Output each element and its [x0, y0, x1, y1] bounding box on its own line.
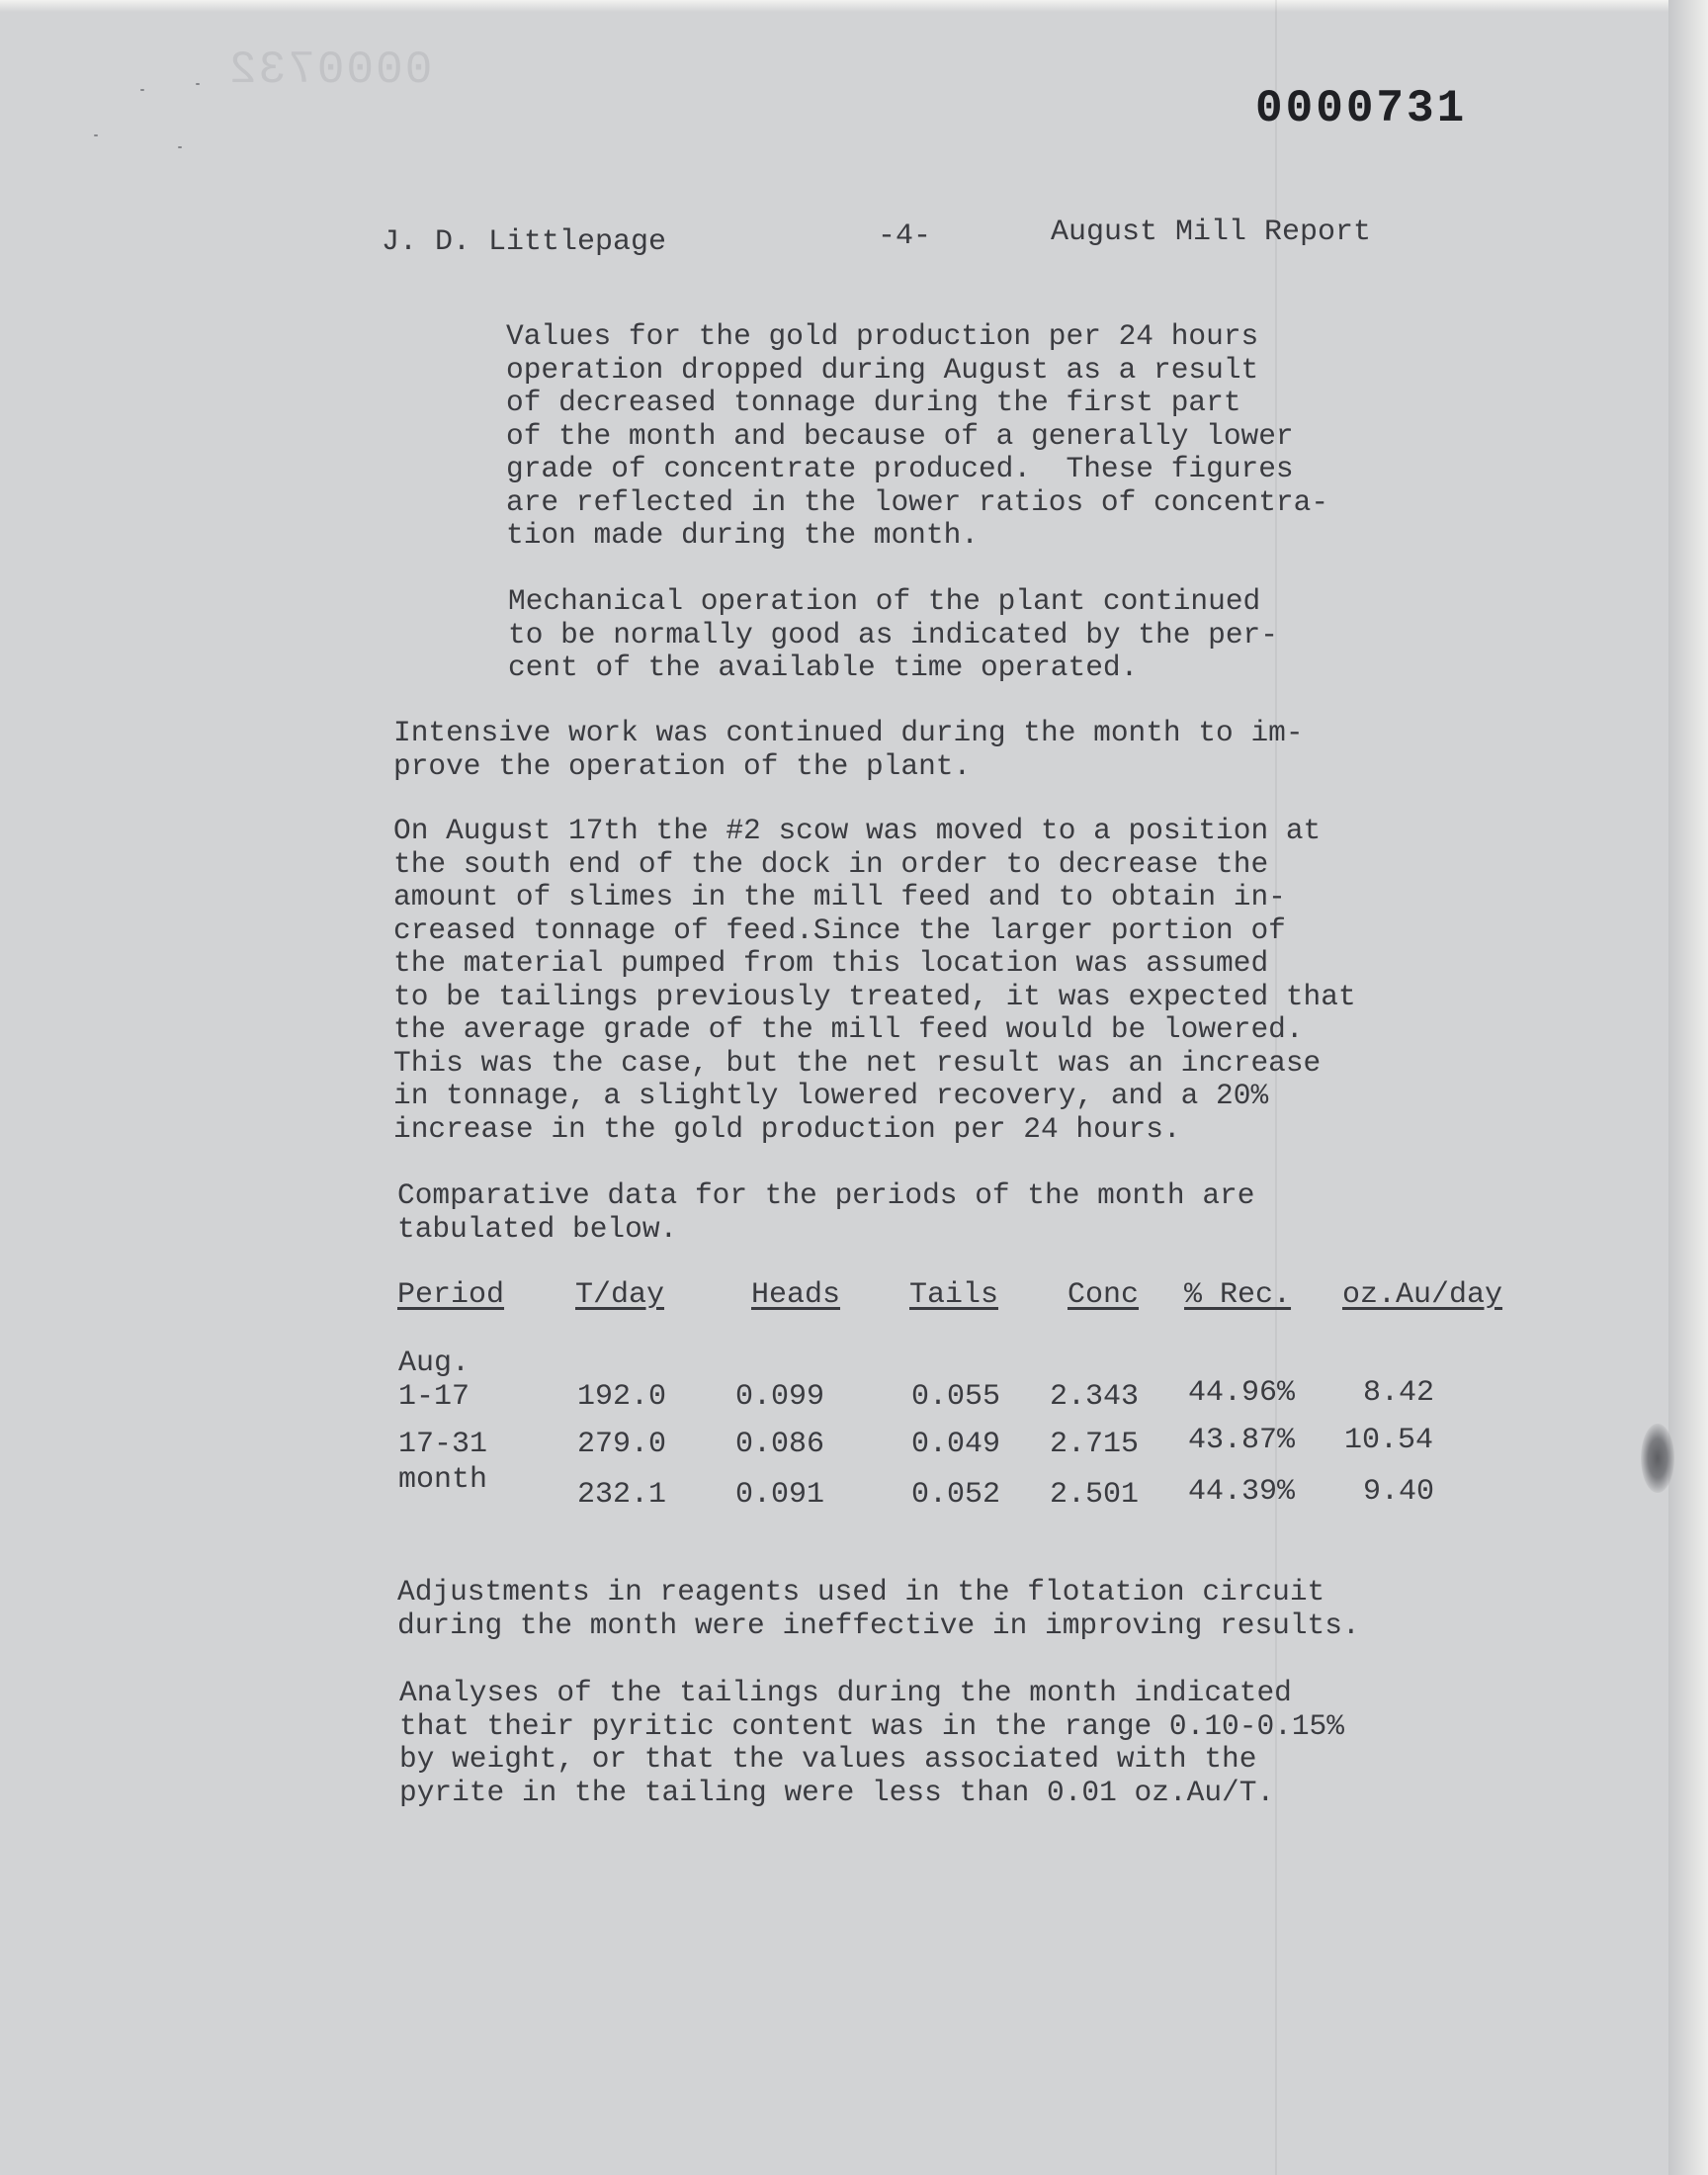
table-cell-oz-au-per-day: 9.40 [1363, 1475, 1435, 1509]
paragraph-comparative-data: Comparative data for the periods of the month are tabulated below. [397, 1178, 1255, 1246]
table-cell-recovery: 44.96% [1188, 1376, 1296, 1410]
speck [178, 146, 182, 148]
table-header-conc: Conc [1068, 1278, 1140, 1312]
paper-top-edge [0, 0, 1708, 12]
table-period-prefix: Aug. [398, 1347, 470, 1380]
report-title: August Mill Report [1051, 216, 1372, 249]
table-cell-tons-per-day: 279.0 [577, 1428, 667, 1461]
table-cell-heads: 0.086 [735, 1428, 825, 1461]
table-header-tails: Tails [909, 1278, 999, 1312]
table-cell-conc: 2.501 [1050, 1478, 1140, 1512]
table-cell-period: 1-17 [398, 1380, 470, 1414]
paper-right-edge [1668, 0, 1708, 2175]
table-cell-recovery: 43.87% [1188, 1424, 1296, 1457]
table-header-tons-per-day: T/day [575, 1278, 665, 1312]
addressee-name: J. D. Littlepage [382, 225, 667, 259]
paragraph-mechanical-operation: Mechanical operation of the plant continued to be normally good as indicated by the per- cent of the available time operated. [508, 584, 1278, 684]
table-cell-recovery: 44.39% [1188, 1475, 1296, 1509]
paragraph-gold-production: Values for the gold production per 24 hours operation dropped during August as a result of decreased tonnage during the first part of the month and because of a generally lower grade of concentrate produced. These figures are reflected in the lower ratios of concentra- tion made during the month. [506, 319, 1329, 552]
speck [196, 83, 200, 85]
paragraph-scow-move: On August 17th the #2 scow was moved to a position at the south end of the dock in order to decrease the amount of slimes in the mill feed and to obtain in- creased tonnage of feed.Since the larger portion of the material pumped from this location was assumed to be tailings previously treated, it was expected that the average grade of the mill feed would be lowered. This was the case, but the net result was an increase in tonnage, a slightly lowered recovery, and a 20% increase in the gold production per 24 hours. [393, 814, 1356, 1146]
table-header-oz-au-per-day: oz.Au/day [1342, 1278, 1503, 1312]
table-cell-conc: 2.715 [1050, 1428, 1140, 1461]
table-cell-tails: 0.055 [911, 1380, 1001, 1414]
table-cell-oz-au-per-day: 8.42 [1363, 1376, 1435, 1410]
paragraph-tailings-analyses: Analyses of the tailings during the month indicated that their pyritic content was in the range 0.10-0.15% by weight, or that the values associated with the pyrite in the tailing were less than 0.01 oz.Au/T. [399, 1676, 1344, 1809]
page-number: -4- [878, 219, 932, 253]
table-header-heads: Heads [751, 1278, 841, 1312]
speck [140, 89, 144, 91]
table-cell-period: 17-31 [398, 1428, 488, 1461]
table-cell-tails: 0.049 [911, 1428, 1001, 1461]
speck [94, 134, 98, 136]
table-cell-tons-per-day: 232.1 [577, 1478, 667, 1512]
table-header-recovery: % Rec. [1184, 1278, 1292, 1312]
table-cell-oz-au-per-day: 10.54 [1344, 1424, 1434, 1457]
paragraph-intensive-work: Intensive work was continued during the month to im- prove the operation of the plant. [393, 716, 1304, 783]
table-cell-tails: 0.052 [911, 1478, 1001, 1512]
paragraph-reagent-adjustments: Adjustments in reagents used in the flotation circuit during the month were ineffective in improving results. [397, 1575, 1360, 1642]
table-cell-period: month [398, 1463, 488, 1497]
bleed-through-number: 0000732 [227, 44, 433, 96]
ink-smudge [1641, 1424, 1674, 1493]
table-cell-heads: 0.091 [735, 1478, 825, 1512]
document-number-stamp: 0000731 [1255, 83, 1468, 134]
table-header-period: Period [397, 1278, 505, 1312]
table-cell-heads: 0.099 [735, 1380, 825, 1414]
table-cell-tons-per-day: 192.0 [577, 1380, 667, 1414]
table-cell-conc: 2.343 [1050, 1380, 1140, 1414]
